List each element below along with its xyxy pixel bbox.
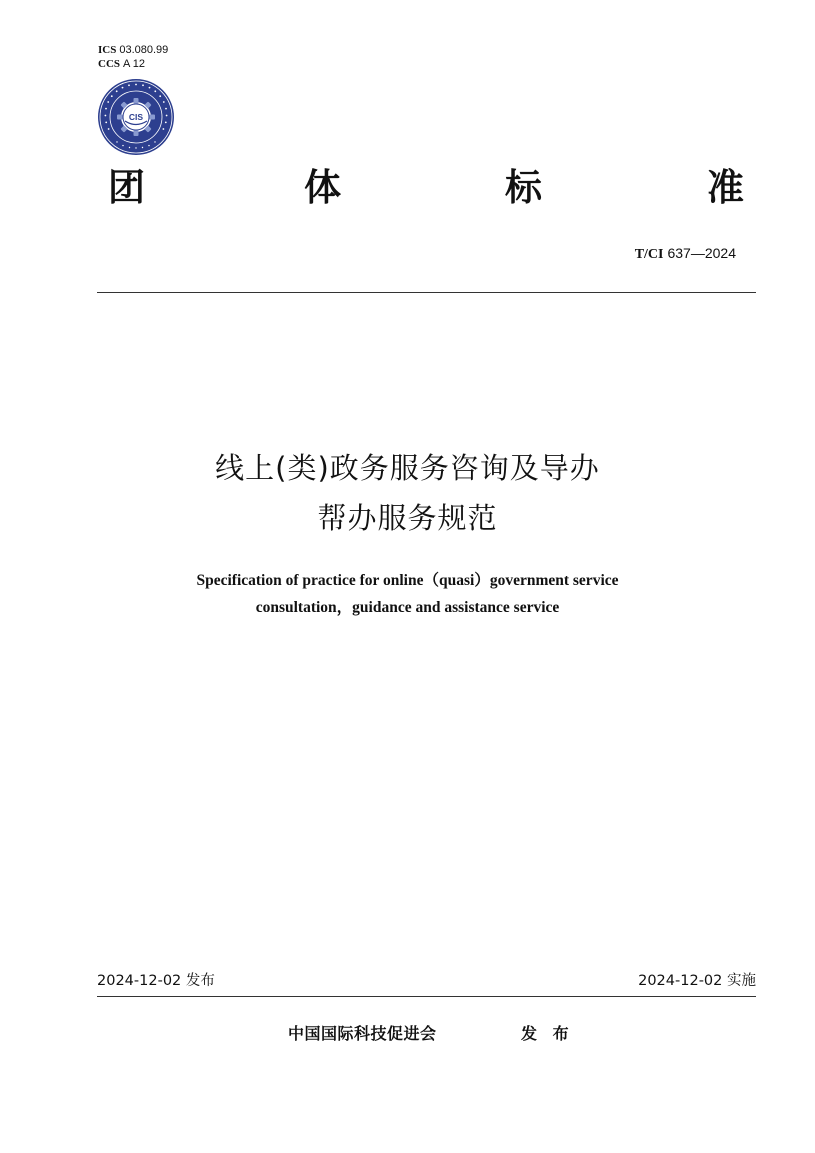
logo-center-text: CIS bbox=[128, 112, 144, 122]
issue-date: 2024-12-02 发布 bbox=[97, 973, 215, 989]
top-divider bbox=[97, 292, 756, 293]
ics-code bbox=[98, 43, 168, 57]
english-title-line-2: consultation，guidance and assistance service bbox=[255, 599, 560, 616]
organization-seal-icon bbox=[97, 78, 175, 156]
publish-label: 发 布 bbox=[521, 1024, 574, 1043]
standard-type-char: 标 bbox=[505, 166, 542, 209]
implementation-date: 2024-12-02 实施 bbox=[638, 973, 756, 989]
ics-label: ICS bbox=[98, 44, 117, 56]
bottom-divider bbox=[97, 996, 756, 997]
ccs-value: A 12 bbox=[123, 58, 146, 70]
ccs-label: CCS bbox=[98, 58, 121, 70]
standard-number bbox=[635, 244, 736, 264]
standard-number-prefix: T/CI bbox=[634, 247, 664, 262]
english-title-line-1: Specification of practice for online（quasi）government service bbox=[196, 572, 619, 589]
ics-value: 03.080.99 bbox=[119, 44, 169, 56]
standard-type-char: 团 bbox=[108, 166, 145, 209]
publisher-name: 中国国际科技促进会 bbox=[288, 1024, 437, 1043]
standard-number-value: 637—2024 bbox=[667, 245, 736, 261]
chinese-title-line-1: 线上(类)政务服务咨询及导办 bbox=[215, 451, 600, 485]
standard-type-char: 体 bbox=[304, 166, 341, 209]
standard-type-char: 准 bbox=[707, 166, 744, 209]
standard-type-heading bbox=[108, 165, 748, 211]
chinese-title-line-2: 帮办服务规范 bbox=[317, 501, 498, 535]
ccs-code bbox=[98, 57, 145, 71]
